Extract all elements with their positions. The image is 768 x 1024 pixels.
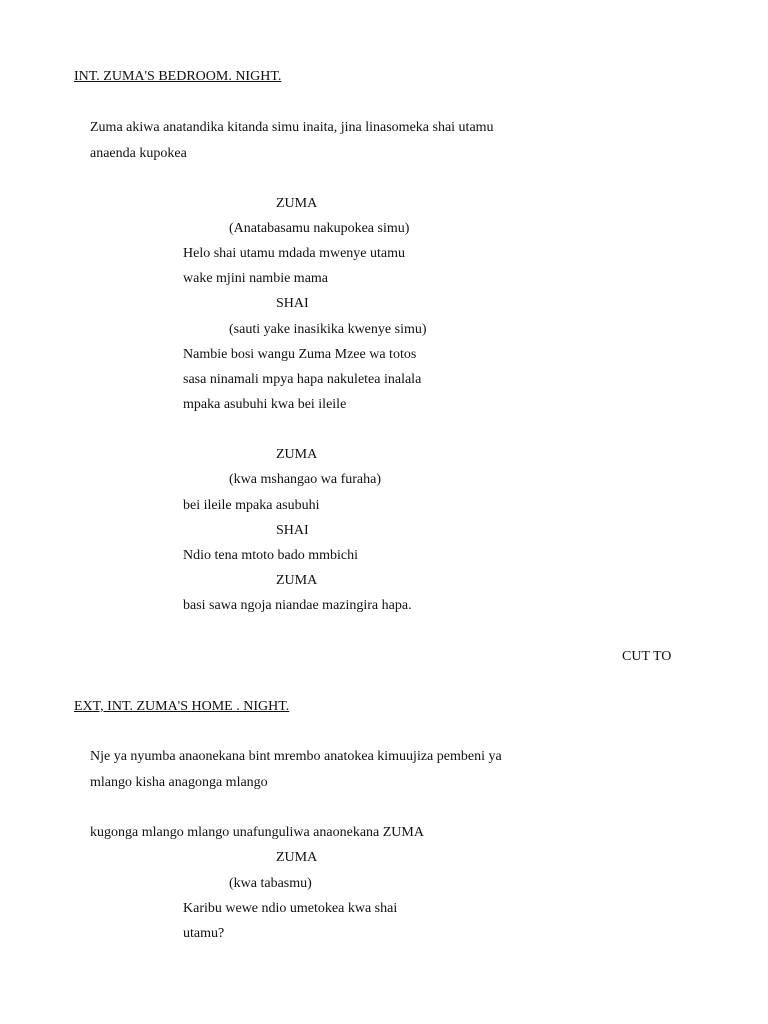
parenthetical: (sauti yake inasikika kwenye simu) [229,322,427,337]
character-name: ZUMA [276,447,318,462]
dialogue-line: Nambie bosi wangu Zuma Mzee wa totos [183,347,417,362]
scene-heading: EXT, INT. ZUMA'S HOME . NIGHT. [74,699,290,714]
character-name: ZUMA [276,196,318,211]
action-line: Nje ya nyumba anaonekana bint mrembo anatokea kimuujiza pembeni ya [90,749,502,764]
dialogue-line: bei ileile mpaka asubuhi [183,498,320,513]
character-name: SHAI [276,523,309,538]
dialogue-line: mpaka asubuhi kwa bei ileile [183,397,347,412]
action-line: mlango kisha anagonga mlango [90,775,268,790]
dialogue-line: wake mjini nambie mama [183,271,329,286]
action-line: anaenda kupokea [90,146,187,161]
parenthetical: (kwa mshangao wa furaha) [229,472,381,487]
dialogue-line: utamu? [183,926,225,941]
transition: CUT TO [622,649,672,664]
action-line: Zuma akiwa anatandika kitanda simu inaita, jina linasomeka shai utamu [90,120,494,135]
character-name: ZUMA [276,850,318,865]
parenthetical: (Anatabasamu nakupokea simu) [229,221,410,236]
dialogue-line: basi sawa ngoja niandae mazingira hapa. [183,598,412,613]
dialogue-line: Helo shai utamu mdada mwenye utamu [183,246,405,261]
parenthetical: (kwa tabasmu) [229,876,312,891]
character-name: SHAI [276,296,309,311]
action-line: kugonga mlango mlango unafunguliwa anaonekana ZUMA [90,825,424,840]
character-name: ZUMA [276,573,318,588]
dialogue-line: sasa ninamali mpya hapa nakuletea inalala [183,372,422,387]
dialogue-line: Ndio tena mtoto bado mmbichi [183,548,358,563]
dialogue-line: Karibu wewe ndio umetokea kwa shai [183,901,398,916]
scene-heading: INT. ZUMA'S BEDROOM. NIGHT. [74,69,282,84]
